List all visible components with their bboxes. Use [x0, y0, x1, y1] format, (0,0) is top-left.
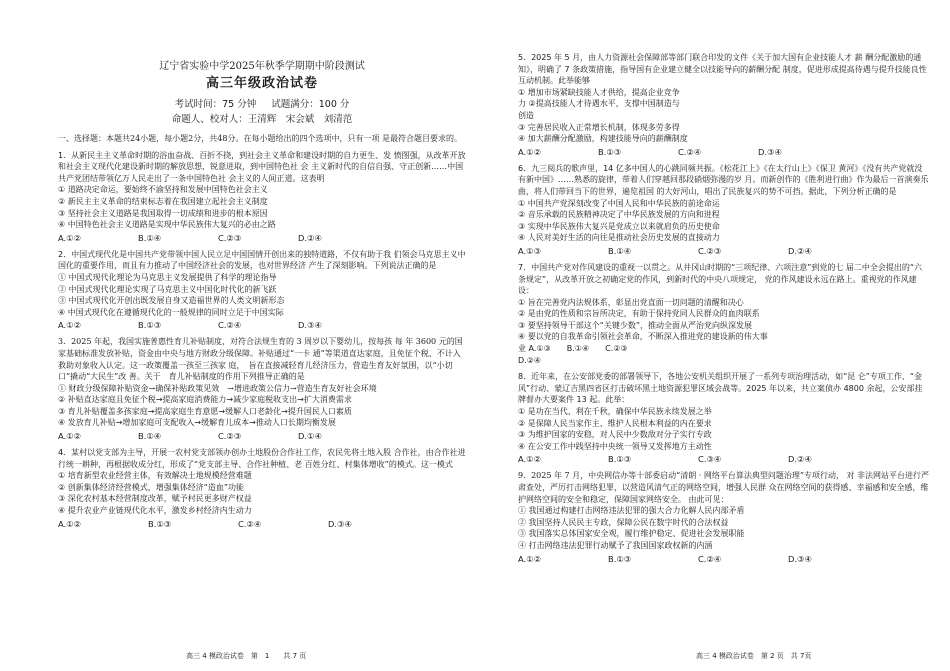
exam-score: 试题满分：100 分 [271, 99, 350, 110]
statement-4: ④ 中国式现代化在遵循现代化的一般规律的同时立足于中国实际 [58, 307, 284, 317]
statement-2: ② 音乐承载的民族精神决定了中华民族发展的方向和进程 [518, 210, 720, 220]
school-name: 辽宁省实验中学2025年秋季学期期中阶段测试 [159, 61, 365, 72]
question-4 [58, 447, 466, 530]
question-stem: 4．某村以党支部为主导，开展一农村党支部领办创办土地股份合作社工作，农民先将土地入股 合作社，由合作社进行统一耕种，再根据收成分红，形成了“党支部主导、合作社种植、老 百姓分红、村集体增收”的模式。这一模式 [58, 448, 466, 469]
statement-3: ③ 为维护国家的安稳，对人民中少数敌对分子实行专政 [518, 430, 712, 440]
statement-1: ① 培育新型农业经营主体，有效解决土地规模经营难题 [58, 471, 252, 481]
choice-a[interactable]: A.①② [58, 518, 82, 529]
statement-4: ④ 中国特色社会主义道路是实现中华民族伟大复兴的必由之路 [58, 220, 276, 230]
statement-2: ② 中国式现代化理论实现了马克思主义中国化时代化的新飞跃 [58, 284, 277, 294]
choice-b[interactable]: B.①③ [608, 454, 632, 465]
question-flow-left [58, 133, 466, 530]
choice-c[interactable]: C.②④ [238, 518, 262, 529]
choice-c[interactable]: C.②③ [698, 245, 722, 256]
answer-choices [58, 232, 466, 244]
choice-a[interactable]: A.①② [518, 146, 542, 157]
choice-d[interactable]: D.③④ [328, 518, 352, 529]
answer-choices [58, 430, 466, 442]
question-stem: 8．近年来，在公安部党委的部署领导下，各地公安机关组织开展了一系列专项治理活动，如“昆 仑”专项工作、“金风”行动、蒙辽吉黑四省区打击破坏黑土地资源犯罪区域会战等。2025 年以来，共立案侦办 4800 余起，公安部挂牌督办大要案件 13 起。此举： [518, 372, 923, 405]
statement-2: 力 ②提高技能人才待遇水平，支撑中国制造与 [518, 99, 680, 109]
choice-b[interactable]: B.①③ [148, 518, 172, 529]
question-6 [518, 163, 930, 257]
statement-1: ① 增加市场紧缺技能人才供给，提高企业竞争 [518, 87, 680, 97]
page-1 [58, 0, 466, 671]
answer-choices [58, 518, 466, 530]
statement-2: ② 新民主主义革命的结束标志着在我国建立起社会主义制度 [58, 196, 268, 206]
exam-time: 考试时间：75 分钟 [174, 99, 257, 110]
choice-b[interactable]: B.①③ [598, 146, 622, 157]
statement-1: ① 中国共产党深刻改变了中国人民和中华民族的前途命运 [518, 198, 720, 208]
choice-c[interactable]: C.②④ [218, 320, 242, 331]
statement-2: ② 是由党的性质和宗旨所决定，有助于保持党同人民群众的血肉联系 [518, 309, 760, 319]
statement-4: ④ 提升农业产业链现代化水平，激发乡村经济内生动力 [58, 506, 252, 516]
question-1 [58, 150, 466, 244]
question-8 [518, 371, 930, 465]
answer-choices-line[interactable]: 业 A.①③ B.①④ C.②③ [518, 344, 628, 354]
question-9 [518, 470, 930, 564]
choice-b[interactable]: B.①③ [608, 553, 632, 564]
choice-d[interactable]: D.②④ [788, 454, 812, 465]
question-stem: 9．2025 年 7 月，中央网信办等十部委启动“清朗 · 网络平台算法典型问题治理”专项行动， 对 非法网站平台进行严肃查处，严厉打击网络犯罪，以营造风清气正的网络空间，增强人民群 众在网络空间的获得感、幸福感和安全感，维护网络空间的安全和稳定，保障国家网络安全。 由此可见： [518, 471, 930, 504]
statement-3: ③ 中国式现代化开创出既发展自身又造福世界的人类文明新形态 [58, 296, 285, 306]
choice-c[interactable]: C.②④ [698, 553, 722, 564]
statement-4: ④ 在公安工作中践坚持中央统一领导又发挥地方主动性 [518, 441, 712, 451]
statement-1: ① 财政分级保障补贴资金→确保补贴政策见效 →增进政策公信力→营造生育友好社会环境 [58, 383, 377, 393]
choice-d[interactable]: D.②④ [788, 245, 812, 256]
statement-1: ① 我国通过构建打击网络违法犯罪的强大合力化解人民内部矛盾 [518, 506, 745, 516]
question-flow-right [518, 52, 930, 565]
page-footer: 高三 4 模政治试卷 第 2 页 共 7页 [696, 652, 812, 660]
page-footer: 高三 4 模政治试卷 第 1 共 7 页 [186, 652, 307, 660]
answer-choices [518, 553, 930, 565]
statement-3: ③ 育儿补贴覆盖多孩家庭→提高家庭生育意愿→缓解人口老龄化→提升国民人口素质 [58, 406, 352, 416]
statement-3: ③ 要坚持领导干部这个“关键少数”，推动全面从严治党向纵深发展 [518, 320, 753, 330]
statement-2: ② 是保障人民当家作主、维护人民根本利益的内在要求 [518, 418, 712, 428]
choice-c[interactable]: C.②③ [218, 232, 242, 243]
choice-b[interactable]: B.①④ [608, 245, 632, 256]
choice-a[interactable]: A.①② [58, 232, 82, 243]
question-stem: 1．从新民主主义革命时期的浴血奋战、百折不挠，到社会主义革命和建设时期的自力更生、发 愤图强，从改革开放和社会主义现代化建设新时期的解放思想，锐意进取，到中国特色社 会 主义新时代的自信自强、守正创新……中国共产党团结带领亿万人民走出了一条中国特色社 会主义的人间正道。这表明 [58, 150, 466, 183]
question-stem: 7．中国共产党对作风建设的重视一以贯之。从井冈山时期的“三项纪律、六项注意”到党的七 届二中全会提出的“六条规定”，从改革开放之初确定党的作风，到新时代的中央八项规定， 党的作风建设永远在路上。重视党的作风建设： [518, 262, 923, 296]
choice-a[interactable]: A.①② [58, 431, 82, 442]
statement-3: ③ 坚持社会主义道路是我国取得一切成绩和进步的根本原因 [58, 208, 268, 218]
statement-3: ③ 深化农村基本经营制度改革，赋予村民更多财产权益 [58, 494, 252, 504]
statement-4: ④ 打击网络违法犯罪行动赋予了我国国家政权新的内涵 [518, 540, 713, 550]
choice-b[interactable]: B.①③ [138, 320, 162, 331]
choice-b[interactable]: B.①④ [138, 232, 162, 243]
choice-a[interactable]: A.①② [518, 553, 542, 564]
statement-2: ② 我国坚持人民民主专政，保障公民在数字时代的合法权益 [518, 517, 729, 527]
statement-1: ① 旨在完善党内法规体系，彰显出党直面一切问题的清醒和决心 [518, 297, 744, 307]
statement-4: ④ 加大薪酬分配激励，构建技能导向的薪酬制度 [518, 134, 688, 144]
statement-3: ③ 完善居民收入正常增长机制，体现多劳多得 [518, 122, 680, 132]
choice-d[interactable]: D.③④ [758, 146, 782, 157]
exam-title: 高三年级政治试卷 [205, 76, 318, 91]
choice-c[interactable]: C.②③ [218, 431, 242, 442]
answer-choices [518, 453, 930, 465]
statement-4: ④ 发放育儿补贴→增加家庭可支配收入→缓解育儿成本→推动人口长期均衡发展 [58, 418, 336, 428]
choice-b[interactable]: B.①④ [138, 431, 162, 442]
choice-a[interactable]: A.①② [518, 454, 542, 465]
statement-1: ① 中国式现代化理论为马克思主义发展提供了科学的理论指导 [58, 272, 277, 282]
question-7 [518, 262, 930, 366]
choice-c[interactable]: C.②④ [678, 146, 702, 157]
answer-choices [58, 319, 466, 331]
statement-2: ② 创新集体经济经营模式，增强集体经济“造血”功能 [58, 482, 245, 492]
choice-d[interactable]: D.②④ [518, 355, 542, 365]
answer-choices [518, 245, 930, 257]
page-2 [518, 0, 930, 671]
exam-info [58, 98, 466, 111]
statement-4: ④ 要以党的自我革命引领社会革命，不断深入推进党的建设新的伟大事 [518, 332, 768, 342]
section-instructions: 一、选择题：本题共24小题，每小题2分，共48分。在每小题给出的四个选项中，只有一项 是最符合题目要求的。 [58, 134, 462, 143]
choice-a[interactable]: A.①③ [518, 245, 542, 256]
choice-c[interactable]: C.③④ [698, 454, 722, 465]
choice-a[interactable]: A.①② [58, 320, 82, 331]
statement-3: ③ 实现中华民族伟大复兴是党成立以来就肩负的历史使命 [518, 221, 720, 231]
question-5 [518, 52, 930, 158]
statement-2: ② 补贴直达家庭且免征个税→提高家庭消费能力→减少家庭税收支出→扩大消费需求 [58, 395, 352, 405]
question-stem: 5．2025 年 5 月，由人力资源社会保障部等部门联合印发的文件《关于加大国有企业技能人才 薪 酬分配激励的通知》，明确了 7 条政策措施，指导国有企业建立健全以技能导向的薪酬分配 制度，促进形成提高待遇与提升技能良性互动机制。此举能够 [518, 53, 927, 86]
question-3 [58, 336, 466, 442]
choice-d[interactable]: D.②④ [298, 232, 322, 243]
question-stem: 6．九三阅兵的歌声里，14 亿多中国人的心跳同频共振。《松花江上》《在太行山上》《保卫 黄河》《没有共产党就没有新中国》……熟悉的旋律，带着人们穿越回那段硝烟弥漫的岁 月。而新创作的《胜利进行曲》作为最后一首演奏乐曲，将人们带回当下的世界，遍览祖国 的大好河山，唱出了民族复兴的势不可挡。据此，下列分析正确的是 [518, 163, 929, 196]
statement-4: ④ 人民对美好生活的向往是推动社会历史发展的直接动力 [518, 233, 720, 243]
statement-3: ③ 我国落实总体国家安全观，履行维护稳定、促进社会发展职能 [518, 529, 745, 539]
question-stem: 3．2025 年起，我国实施普惠性育儿补贴制度，对符合法规生育的 3 周岁以下婴幼儿，按每孩 每 年 3600 元的国家基础标准发放补贴，资金由中央与地方财政分级保障。补贴通过“一卡 通”等渠道直达家庭，且免征个税、不计入救助对象收入认定。这一政策覆盖一孩至三孩家 庭， 旨在直接减轻育儿经济压力，营造生育友好氛围，以“小切口”撬动“大民生”改 善。关于 育儿补贴制度的作用下列推导正确的是 [58, 337, 463, 382]
choice-d[interactable]: D.③④ [298, 320, 322, 331]
exam-authors: 命题人、校对人：王清辉 宋会斌 刘清范 [171, 114, 353, 125]
answer-choices [518, 146, 930, 158]
statement-1: ① 道路决定命运，要始终不渝坚持和发展中国特色社会主义 [58, 185, 268, 195]
question-stem: 2．中国式现代化是中国共产党带领中国人民立足中国国情开创出来的独特道路，不仅有助于我 们领会马克思主义中国化的重要作用，而且有力推动了中国经济社会的发展，也对世界经济 产生了深刻影响。下列说法正确的是 [58, 249, 466, 271]
statement-2-cont: 创造 [518, 110, 534, 120]
choice-d[interactable]: D.①④ [298, 431, 322, 442]
choice-d[interactable]: D.③④ [788, 553, 812, 564]
question-2 [58, 249, 466, 332]
statement-1: ① 是功在当代、利在千秋，确保中华民族永续发展之举 [518, 407, 712, 417]
